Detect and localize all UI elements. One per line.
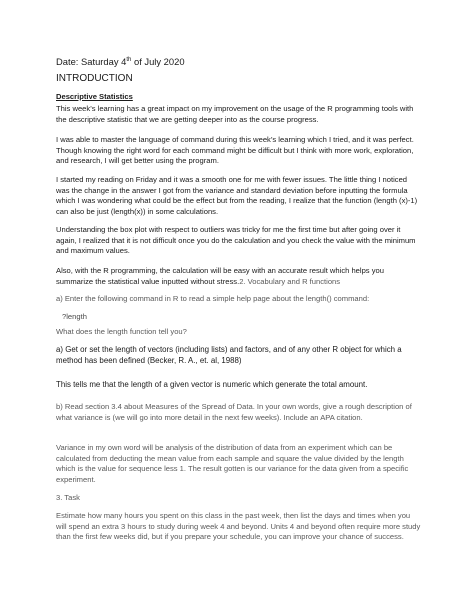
answer-a: a) Get or set the length of vectors (including lists) and factors, and of any other R object for which a method has been defined (Becker, R. A., et. al, 1988) [56, 345, 402, 365]
introduction-heading: INTRODUCTION [56, 73, 133, 84]
paragraph-reading: I started my reading on Friday and it was a smooth one for me with fewer issues. The little thing I noticed was the change in the answer I got from the variance and standard deviation before inputting the formula which I was wondering what could be the effect but from the reading, I realize that the function (length (x)-1) can also be just (length(x)) in some calculations. [56, 175, 418, 216]
date-ordinal-suffix: th [126, 57, 132, 63]
paragraph-r-programming-text: Also, with the R programming, the calculation will be easy with an accurate result which helps you summarize the statistical value inputted without stress. [56, 266, 384, 286]
paragraph-learning-impact: This week’s learning has a great impact on my improvement on the usage of the R programming tools with the descriptive statistic that we are getting deeper into as the course progress. [56, 104, 414, 124]
question-a: a) Enter the following command in R to read a simple help page about the length() command: [56, 294, 370, 303]
task-heading: 3. Task [56, 493, 80, 502]
question-a-followup: What does the length function tell you? [56, 327, 187, 336]
paragraph-box-plot: Understanding the box plot with respect to outliers was tricky for me the first time but after going over it again, I realized that it is not difficult once you do the calculation and you check the value with the minimum and maximum values. [56, 225, 416, 256]
date-text-rest: of July 2020 [131, 56, 185, 67]
answer-a-note: This tells me that the length of a given vector is numeric which generate the total amount. [56, 380, 368, 389]
vocabulary-section-heading: 2. Vocabulary and R functions [239, 276, 341, 286]
length-command: ?length [62, 312, 87, 321]
paragraph-command-mastery: I was able to master the language of command during this week’s learning which I tried, and it was perfect. Though knowing the right word for each command might be difficult but I think with more work, exploration, and research, I will get better using the program. [56, 135, 414, 166]
date-text: Date: Saturday 4 [56, 56, 127, 67]
task-text: Estimate how many hours you spent on this class in the past week, then list the days and times when you will spend an extra 3 hours to study during week 4 and beyond. Units 4 and beyond often require more study than the first few weeks did, but if you prepare your schedule, you can improve your chance of success. [56, 511, 421, 542]
section-title: Descriptive Statistics [56, 92, 133, 101]
paragraph-r-programming [56, 266, 422, 287]
document-date [56, 56, 422, 68]
answer-b: Variance in my own word will be analysis of the distribution of data from an experiment which can be calculated from deducting the mean value from each sample and square the value divided by the length which is the value for sequence less 1. The result gotten is our variance for the data given from a specific experiment. [56, 443, 409, 484]
question-b: b) Read section 3.4 about Measures of the Spread of Data. In your own words, give a rough description of what variance is (we will go into more detail in the next few weeks). Include an APA citation. [56, 402, 412, 422]
